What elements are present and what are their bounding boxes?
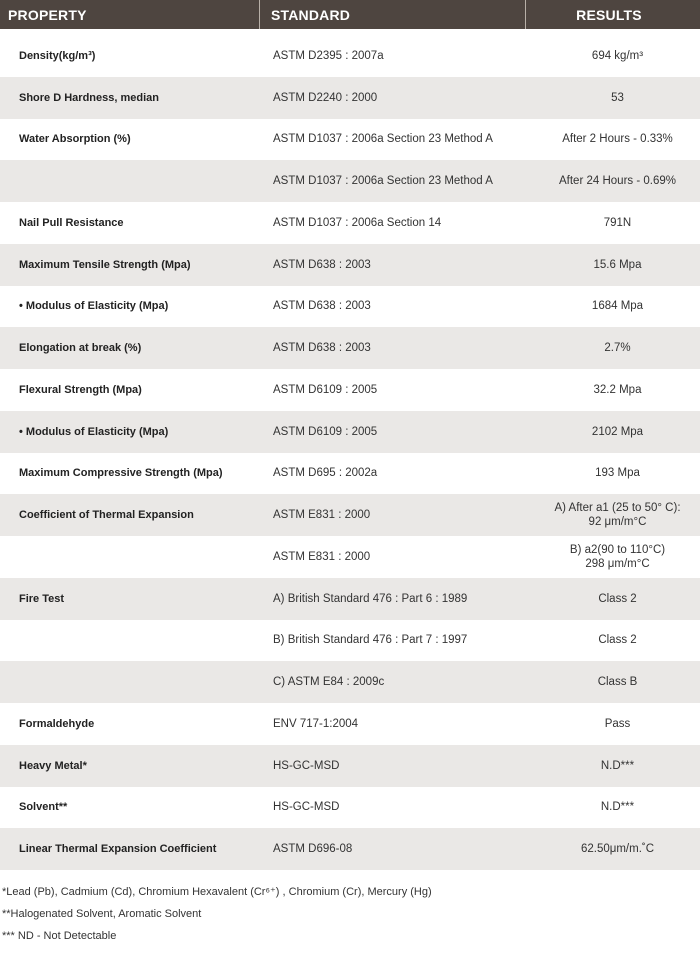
result-cell bbox=[535, 828, 700, 870]
table-row bbox=[0, 35, 700, 77]
header-property: PROPERTY bbox=[0, 0, 260, 29]
result-line: 2102 Mpa bbox=[591, 425, 644, 438]
property-cell bbox=[0, 661, 265, 703]
property-cell: Formaldehyde bbox=[19, 717, 95, 730]
result-cell bbox=[535, 244, 700, 286]
property-cell: Solvent** bbox=[19, 801, 68, 814]
table-row bbox=[0, 411, 700, 453]
standard-cell: ASTM D1037 : 2006a Section 14 bbox=[273, 216, 442, 229]
table-row bbox=[0, 494, 700, 536]
standard-cell: ASTM D6109 : 2005 bbox=[273, 425, 378, 438]
result-line: N.D*** bbox=[600, 801, 635, 814]
result-cell bbox=[535, 327, 700, 369]
result-line: 1684 Mpa bbox=[591, 300, 644, 313]
property-cell: Coefficient of Thermal Expansion bbox=[19, 509, 194, 522]
property-cell: Heavy Metal* bbox=[19, 759, 87, 772]
result-line: After 24 Hours - 0.69% bbox=[559, 175, 676, 188]
result-cell bbox=[535, 77, 700, 119]
property-cell: Maximum Tensile Strength (Mpa) bbox=[19, 258, 191, 271]
property-cell: Maximum Compressive Strength (Mpa) bbox=[19, 467, 223, 480]
table-row bbox=[0, 703, 700, 745]
standard-cell: A) British Standard 476 : Part 6 : 1989 bbox=[273, 592, 468, 605]
standard-cell: ASTM D2395 : 2007a bbox=[273, 49, 384, 62]
table-row bbox=[0, 787, 700, 829]
standard-cell: ASTM D638 : 2003 bbox=[273, 258, 371, 271]
result-cell bbox=[535, 620, 700, 662]
standard-cell: ENV 717-1:2004 bbox=[273, 717, 359, 730]
standard-cell: ASTM D638 : 2003 bbox=[273, 300, 371, 313]
result-cell bbox=[535, 119, 700, 161]
result-line: Pass bbox=[604, 717, 631, 730]
property-cell: Density(kg/m³) bbox=[19, 49, 96, 62]
result-cell bbox=[535, 286, 700, 328]
header-standard: STANDARD bbox=[260, 0, 526, 29]
result-line: After 2 Hours - 0.33% bbox=[562, 133, 673, 146]
property-cell bbox=[0, 620, 265, 662]
result-line-2: 92 μm/m°C bbox=[588, 516, 647, 529]
property-cell: • Modulus of Elasticity (Mpa) bbox=[19, 300, 169, 313]
result-cell bbox=[535, 160, 700, 202]
table-row bbox=[0, 369, 700, 411]
table-row bbox=[0, 119, 700, 161]
table-row bbox=[0, 202, 700, 244]
standard-cell: ASTM D638 : 2003 bbox=[273, 342, 371, 355]
standard-cell: HS-GC-MSD bbox=[273, 801, 340, 814]
property-cell: Nail Pull Resistance bbox=[19, 216, 124, 229]
standard-cell: ASTM D1037 : 2006a Section 23 Method A bbox=[273, 175, 493, 188]
result-cell bbox=[535, 411, 700, 453]
standard-cell: B) British Standard 476 : Part 7 : 1997 bbox=[273, 634, 468, 647]
result-line: Class B bbox=[597, 676, 638, 689]
property-cell: Linear Thermal Expansion Coefficient bbox=[19, 843, 217, 856]
standard-cell: ASTM E831 : 2000 bbox=[273, 509, 371, 522]
footnote-nd: *** ND - Not Detectable bbox=[2, 930, 117, 942]
table-row bbox=[0, 77, 700, 119]
standard-cell: C) ASTM E84 : 2009c bbox=[273, 676, 385, 689]
property-cell: • Modulus of Elasticity (Mpa) bbox=[19, 425, 169, 438]
table-row bbox=[0, 578, 700, 620]
table-row bbox=[0, 453, 700, 495]
standard-cell: ASTM D1037 : 2006a Section 23 Method A bbox=[273, 133, 493, 146]
header-results: RESULTS bbox=[576, 6, 642, 23]
table-row bbox=[0, 828, 700, 870]
table-row bbox=[0, 620, 700, 662]
table-header bbox=[0, 0, 700, 29]
result-cell bbox=[535, 35, 700, 77]
property-cell: Shore D Hardness, median bbox=[19, 91, 159, 104]
result-line: Class 2 bbox=[598, 592, 637, 605]
property-cell: Elongation at break (%) bbox=[19, 342, 142, 355]
result-line: A) After a1 (25 to 50° C): bbox=[554, 502, 681, 515]
result-line: 53 bbox=[611, 91, 624, 104]
footnotes bbox=[2, 881, 432, 947]
standard-cell: ASTM D695 : 2002a bbox=[273, 467, 378, 480]
result-line-2: 298 μm/m°C bbox=[585, 557, 650, 570]
standard-cell: ASTM D2240 : 2000 bbox=[273, 91, 378, 104]
result-cell bbox=[535, 202, 700, 244]
result-cell bbox=[535, 369, 700, 411]
footnote-heavy-metal: *Lead (Pb), Cadmium (Cd), Chromium Hexavalent (Cr⁶⁺) , Chromium (Cr), Mercury (Hg) bbox=[2, 886, 432, 898]
result-line: Class 2 bbox=[598, 634, 637, 647]
property-cell: Fire Test bbox=[19, 592, 65, 605]
table-row bbox=[0, 745, 700, 787]
footnote-solvent: **Halogenated Solvent, Aromatic Solvent bbox=[2, 908, 202, 920]
table-row bbox=[0, 661, 700, 703]
result-line: N.D*** bbox=[600, 759, 635, 772]
standard-cell: ASTM E831 : 2000 bbox=[273, 550, 371, 563]
property-cell bbox=[0, 160, 265, 202]
result-cell bbox=[535, 703, 700, 745]
property-cell bbox=[0, 536, 265, 578]
result-line: 32.2 Mpa bbox=[593, 383, 642, 396]
property-cell: Flexural Strength (Mpa) bbox=[19, 383, 142, 396]
table-row bbox=[0, 160, 700, 202]
standard-cell: ASTM D6109 : 2005 bbox=[273, 383, 378, 396]
result-cell bbox=[535, 787, 700, 829]
result-cell bbox=[535, 578, 700, 620]
result-line: 193 Mpa bbox=[595, 467, 640, 480]
table-row bbox=[0, 244, 700, 286]
result-line: 62.50μm/m.˚C bbox=[580, 843, 655, 856]
result-line: 2.7% bbox=[604, 342, 631, 355]
result-cell bbox=[535, 453, 700, 495]
result-cell bbox=[535, 494, 700, 536]
result-cell bbox=[535, 536, 700, 578]
standard-cell: ASTM D696-08 bbox=[273, 843, 353, 856]
result-cell bbox=[535, 745, 700, 787]
property-cell: Water Absorption (%) bbox=[19, 133, 131, 146]
result-line: 694 kg/m³ bbox=[591, 49, 644, 62]
result-line: 15.6 Mpa bbox=[593, 258, 642, 271]
result-cell bbox=[535, 661, 700, 703]
table-body bbox=[0, 35, 700, 870]
result-line: 791N bbox=[603, 216, 632, 229]
table-row bbox=[0, 536, 700, 578]
table-row bbox=[0, 327, 700, 369]
table-row bbox=[0, 286, 700, 328]
result-line: B) a2(90 to 110°C) bbox=[569, 543, 666, 556]
standard-cell: HS-GC-MSD bbox=[273, 759, 340, 772]
